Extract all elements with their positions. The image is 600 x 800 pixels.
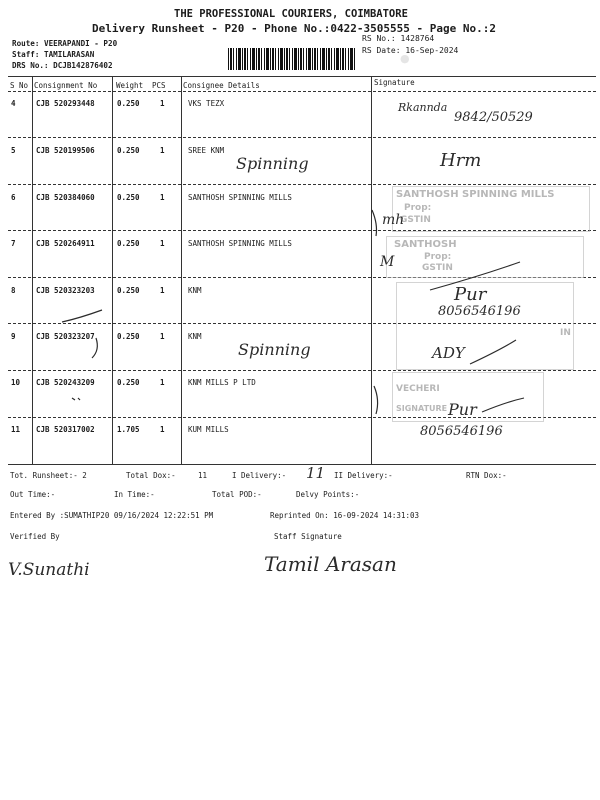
in-time-label: In Time:- [114, 490, 155, 499]
drs-number: DRS No.: DCJB142876402 [12, 61, 113, 70]
handwritten-signature: ADY [432, 344, 465, 362]
total-dox-label: Total Dox:- [126, 471, 176, 480]
handwritten-delivery-count: 11 [306, 464, 326, 482]
pen-bracket-mark [372, 210, 377, 236]
row-consignee: SREE KNM [188, 146, 225, 155]
row-weight: 0.250 [117, 146, 140, 155]
row-sno: 4 [11, 99, 16, 108]
row-consignee: SANTHOSH SPINNING MILLS [188, 239, 292, 248]
row-sno: 11 [11, 425, 21, 434]
stamp-text: SANTHOSH [394, 239, 457, 250]
staff-signature-label: Staff Signature [274, 532, 342, 541]
stamp-text: SANTHOSH SPINNING MILLS [396, 189, 555, 200]
handwritten-phone: 9842/50529 [454, 110, 533, 125]
row-consignee: KNM MILLS P LTD [188, 378, 256, 387]
total-dox-value: 11 [198, 471, 208, 480]
delvy-points-label: Delvy Points:- [296, 490, 360, 499]
row-weight: 0.250 [117, 332, 140, 341]
handwritten-signature: M [380, 254, 395, 270]
document-title: THE PROFESSIONAL COURIERS, COIMBATORE [174, 8, 408, 20]
pen-tick-mark [62, 310, 102, 322]
row-consignment: CJB 520199506 [36, 146, 95, 155]
row-weight: 1.705 [117, 425, 140, 434]
row-consignment: CJB 520323207 [36, 332, 95, 341]
stamp-text: Prop: [404, 203, 432, 213]
pen-tick-mark [92, 338, 97, 358]
row-pcs: 1 [160, 425, 165, 434]
entered-by: Entered By :SUMATHIP20 09/16/2024 12:22:51 PM [10, 511, 214, 520]
handwritten-signature: Pur [448, 400, 477, 419]
row-consignee: VKS TEZX [188, 99, 225, 108]
row-pcs: 1 [160, 146, 165, 155]
rs-number: RS No.: 1428764 [362, 34, 435, 43]
row-pcs: 1 [160, 193, 165, 202]
row-consignee: KNM [188, 332, 202, 341]
pen-bracket-mark [374, 386, 378, 414]
col-header-signature: Signature [374, 78, 415, 87]
col-header-weight: Weight [116, 81, 144, 90]
handwritten-note: Spinning [238, 340, 311, 359]
pen-stroke [430, 262, 520, 290]
handwritten-signature: Hrm [440, 150, 482, 171]
row-consignee: SANTHOSH SPINNING MILLS [188, 193, 292, 202]
pen-stroke [470, 340, 516, 364]
row-weight: 0.250 [117, 99, 140, 108]
row-sno: 5 [11, 146, 16, 155]
stamp-text: VECHERI [396, 384, 440, 394]
row-sno: 6 [11, 193, 16, 202]
stamp-text: GSTIN [400, 215, 431, 225]
row-consignee: KUM MILLS [188, 425, 229, 434]
row-consignment: CJB 520323203 [36, 286, 95, 295]
pen-dot-mark [72, 398, 80, 400]
row-consignment: CJB 520384060 [36, 193, 95, 202]
row-sno: 7 [11, 239, 16, 248]
row-sno: 8 [11, 286, 16, 295]
reprinted-on: Reprinted On: 16-09-2024 14:31:03 [270, 511, 420, 520]
handwritten-signature: Pur [454, 284, 487, 305]
row-pcs: 1 [160, 99, 165, 108]
document-subtitle: Delivery Runsheet - P20 - Phone No.:0422-3505555 - Page No.:2 [92, 22, 496, 35]
i-delivery-label: I Delivery:- [232, 471, 287, 480]
row-consignee: KNM [188, 286, 202, 295]
faint-stamp-top: ● [400, 52, 410, 65]
handwritten-signature: mh [382, 212, 405, 228]
stamp-text: GSTIN [422, 263, 453, 273]
handwritten-note: Spinning [236, 154, 309, 173]
col-header-consignment: Consignment No [34, 81, 98, 90]
col-header-sno: S No [10, 81, 29, 90]
rs-date: RS Date: 16-Sep-2024 [362, 46, 459, 55]
handwritten-phone: 8056546196 [420, 424, 503, 439]
row-weight: 0.250 [117, 193, 140, 202]
row-pcs: 1 [160, 286, 165, 295]
row-consignment: CJB 520293448 [36, 99, 95, 108]
row-sno: 10 [11, 378, 21, 387]
staff-signature: Tamil Arasan [264, 552, 397, 576]
row-weight: 0.250 [117, 239, 140, 248]
handwritten-phone: 8056546196 [438, 304, 521, 319]
col-header-consignee: Consignee Details [183, 81, 260, 90]
out-time-label: Out Time:- [10, 490, 56, 499]
verified-by-label: Verified By [10, 532, 60, 541]
staff-label: Staff: TAMILARASAN [12, 50, 95, 59]
total-runsheet: Tot. Runsheet:- 2 [10, 471, 87, 480]
row-pcs: 1 [160, 332, 165, 341]
row-sno: 9 [11, 332, 16, 341]
col-header-pcs: PCS [152, 81, 166, 90]
row-pcs: 1 [160, 378, 165, 387]
total-pod-label: Total POD:- [212, 490, 262, 499]
row-consignment: CJB 520264911 [36, 239, 95, 248]
ii-delivery-label: II Delivery:- [334, 471, 393, 480]
route-label: Route: VEERAPANDI - P20 [12, 39, 118, 48]
row-pcs: 1 [160, 239, 165, 248]
stamp-text: Prop: [424, 252, 452, 262]
verified-signature: V.Sunathi [8, 560, 90, 580]
stamp-text: SIGNATURE [396, 404, 448, 413]
rtn-dox-label: RTN Dox:- [466, 471, 507, 480]
row-consignment: CJB 520317002 [36, 425, 95, 434]
pen-stroke [482, 398, 524, 412]
stamp-text: IN [560, 328, 571, 338]
row-weight: 0.250 [117, 378, 140, 387]
row-consignment: CJB 520243209 [36, 378, 95, 387]
row-weight: 0.250 [117, 286, 140, 295]
handwritten-signature: Rkannda [398, 101, 448, 114]
